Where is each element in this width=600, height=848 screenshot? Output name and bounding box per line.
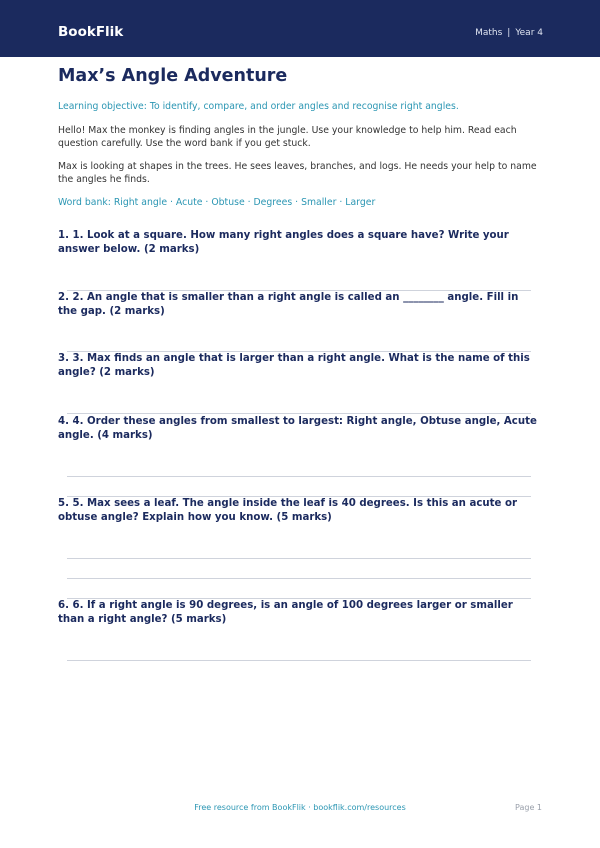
learning-objective: Learning objective: To identify, compare, and order angles and recognise right angles. [58, 101, 459, 112]
footer-text[interactable]: Free resource from BookFlik · bookflik.com/resources [194, 803, 406, 812]
answer-line-6[interactable] [67, 660, 531, 661]
header-meta [475, 28, 543, 38]
answer-line-5b[interactable] [67, 578, 531, 579]
page-title: Max’s Angle Adventure [58, 66, 288, 86]
year-label: Year 4 [515, 28, 543, 38]
brand-logo[interactable]: BookFlik [58, 24, 124, 40]
page-number: Page 1 [515, 803, 542, 812]
intro-paragraph-2: Max is looking at shapes in the trees. He sees leaves, branches, and logs. He needs your help to name the angles he finds. [58, 160, 537, 185]
page-header [0, 0, 600, 57]
answer-line-3[interactable] [67, 413, 531, 414]
intro-section [58, 100, 540, 209]
question-6: 6. 6. If a right angle is 90 degrees, is an angle of 100 degrees larger or smaller than a right angle? (5 marks) [58, 600, 513, 625]
question-3: 3. 3. Max finds an angle that is larger than a right angle. What is the name of this angle? (2 marks) [58, 353, 530, 378]
intro-paragraph-1: Hello! Max the monkey is finding angles in the jungle. Use your knowledge to help him. Read each question carefully. Use the word bank if you get stuck. [58, 124, 517, 149]
answer-line-4a[interactable] [67, 476, 531, 477]
answer-line-5a[interactable] [67, 558, 531, 559]
question-1: 1. 1. Look at a square. How many right angles does a square have? Write your answer below. (2 marks) [58, 230, 509, 255]
header-separator: | [507, 28, 511, 38]
question-4: 4. 4. Order these angles from smallest to largest: Right angle, Obtuse angle, Acute angle. (4 marks) [58, 416, 537, 441]
subject-label: Maths [475, 28, 503, 38]
question-5: 5. 5. Max sees a leaf. The angle inside the leaf is 40 degrees. Is this an acute or obtuse angle? Explain how you know. (5 marks) [58, 498, 517, 523]
word-bank: Word bank: Right angle · Acute · Obtuse · Degrees · Smaller · Larger [58, 196, 376, 208]
question-2: 2. 2. An angle that is smaller than a right angle is called an ________ angle. Fill in the gap. (2 marks) [58, 292, 519, 317]
